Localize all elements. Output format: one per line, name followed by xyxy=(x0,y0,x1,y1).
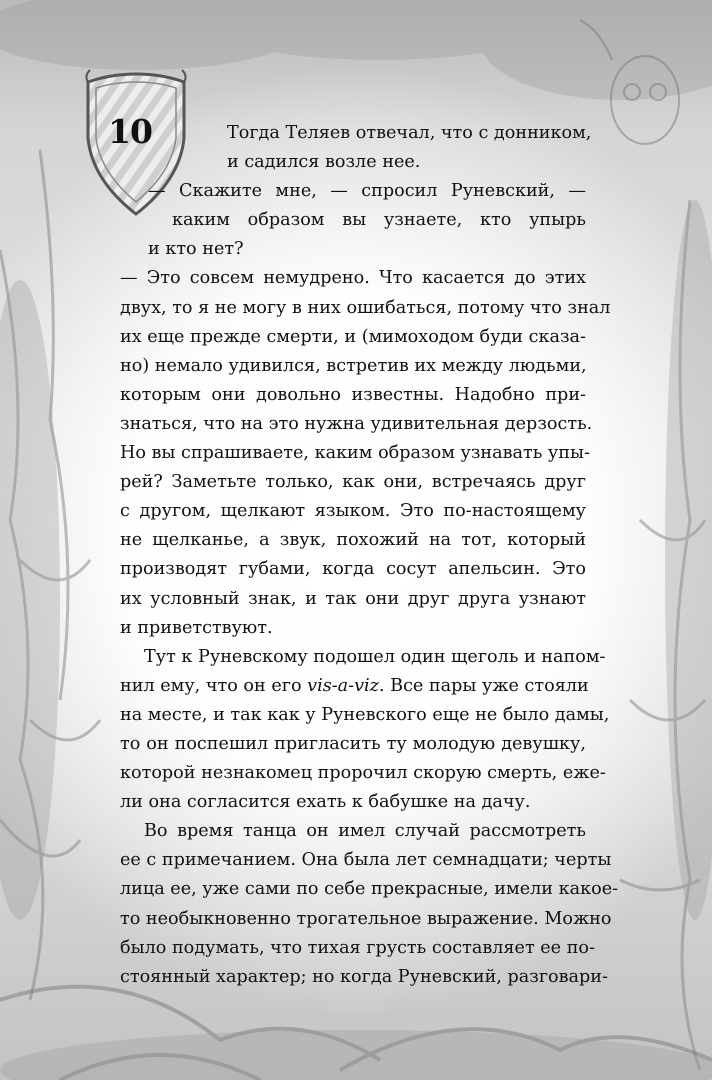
text-line: — Это совсем немудрено. Что касается до этих xyxy=(120,268,586,289)
text-line: рей? Заметьте только, как они, встречаясь друг xyxy=(120,472,586,493)
text-line: Тогда Теляев отвечал, что с донником, xyxy=(227,123,592,143)
text-line: каким образом вы узнаете, кто упырь xyxy=(172,210,586,231)
text-line: но) немало удивился, встретив их между людьми, xyxy=(120,355,587,376)
text-line: ее с примечанием. Она была лет семнадцати; черты xyxy=(120,850,612,871)
text-line: с другом, щелкают языком. Это по-настоящему xyxy=(120,501,586,522)
text-line: и приветствуют. xyxy=(120,617,273,638)
text-line: на месте, и так как у Руневского еще не было дамы, xyxy=(120,704,610,725)
text-line: их условный знак, и так они друг друга узнают xyxy=(120,588,586,609)
text-line: двух, то я не могу в них ошибаться, потому что знал xyxy=(120,297,611,318)
text-line: было подумать, что тихая грусть составляет ее по- xyxy=(120,937,595,958)
text-line: то необыкновенно трогательное выражение. Можно xyxy=(120,908,612,929)
text-line: и садился возле нее. xyxy=(227,152,421,173)
text-line: Тут к Руневскому подошел один щеголь и напом- xyxy=(144,646,606,667)
text-line: производят губами, когда сосут апельсин. Это xyxy=(120,559,586,580)
text-line xyxy=(120,672,589,701)
text-line: знаться, что на это нужна удивительная дерзость. xyxy=(120,413,593,434)
italic-phrase: vis-a-viz xyxy=(307,675,379,696)
text-line: не щелканье, а звук, похожий на тот, который xyxy=(120,530,586,551)
page-number: 10 xyxy=(108,112,152,151)
text-segment: нил ему, что он его xyxy=(120,675,308,696)
text-line: то он поспешил пригласить ту молодую девушку, xyxy=(120,733,586,754)
text-segment: . Все пары уже стояли xyxy=(378,675,589,696)
text-line: стоянный характер; но когда Руневский, разговари- xyxy=(120,966,608,987)
text-line: — Скажите мне, — спросил Руневский, — xyxy=(148,181,586,202)
text-line: их еще прежде смерти, и (мимоходом буди сказа- xyxy=(120,326,586,347)
text-line: ли она согласится ехать к бабушке на дачу. xyxy=(120,792,531,813)
text-line: лица ее, уже сами по себе прекрасные, имели какое- xyxy=(120,879,619,900)
text-line: и кто нет? xyxy=(148,239,244,260)
text-line: Во время танца он имел случай рассмотреть xyxy=(144,821,586,842)
text-line: Но вы спрашиваете, каким образом узнавать упы- xyxy=(120,443,590,464)
text-line: которой незнакомец пророчил скорую смерть, еже- xyxy=(120,763,606,784)
body-text xyxy=(120,119,619,992)
text-line: которым они довольно известны. Надобно при- xyxy=(120,384,586,405)
